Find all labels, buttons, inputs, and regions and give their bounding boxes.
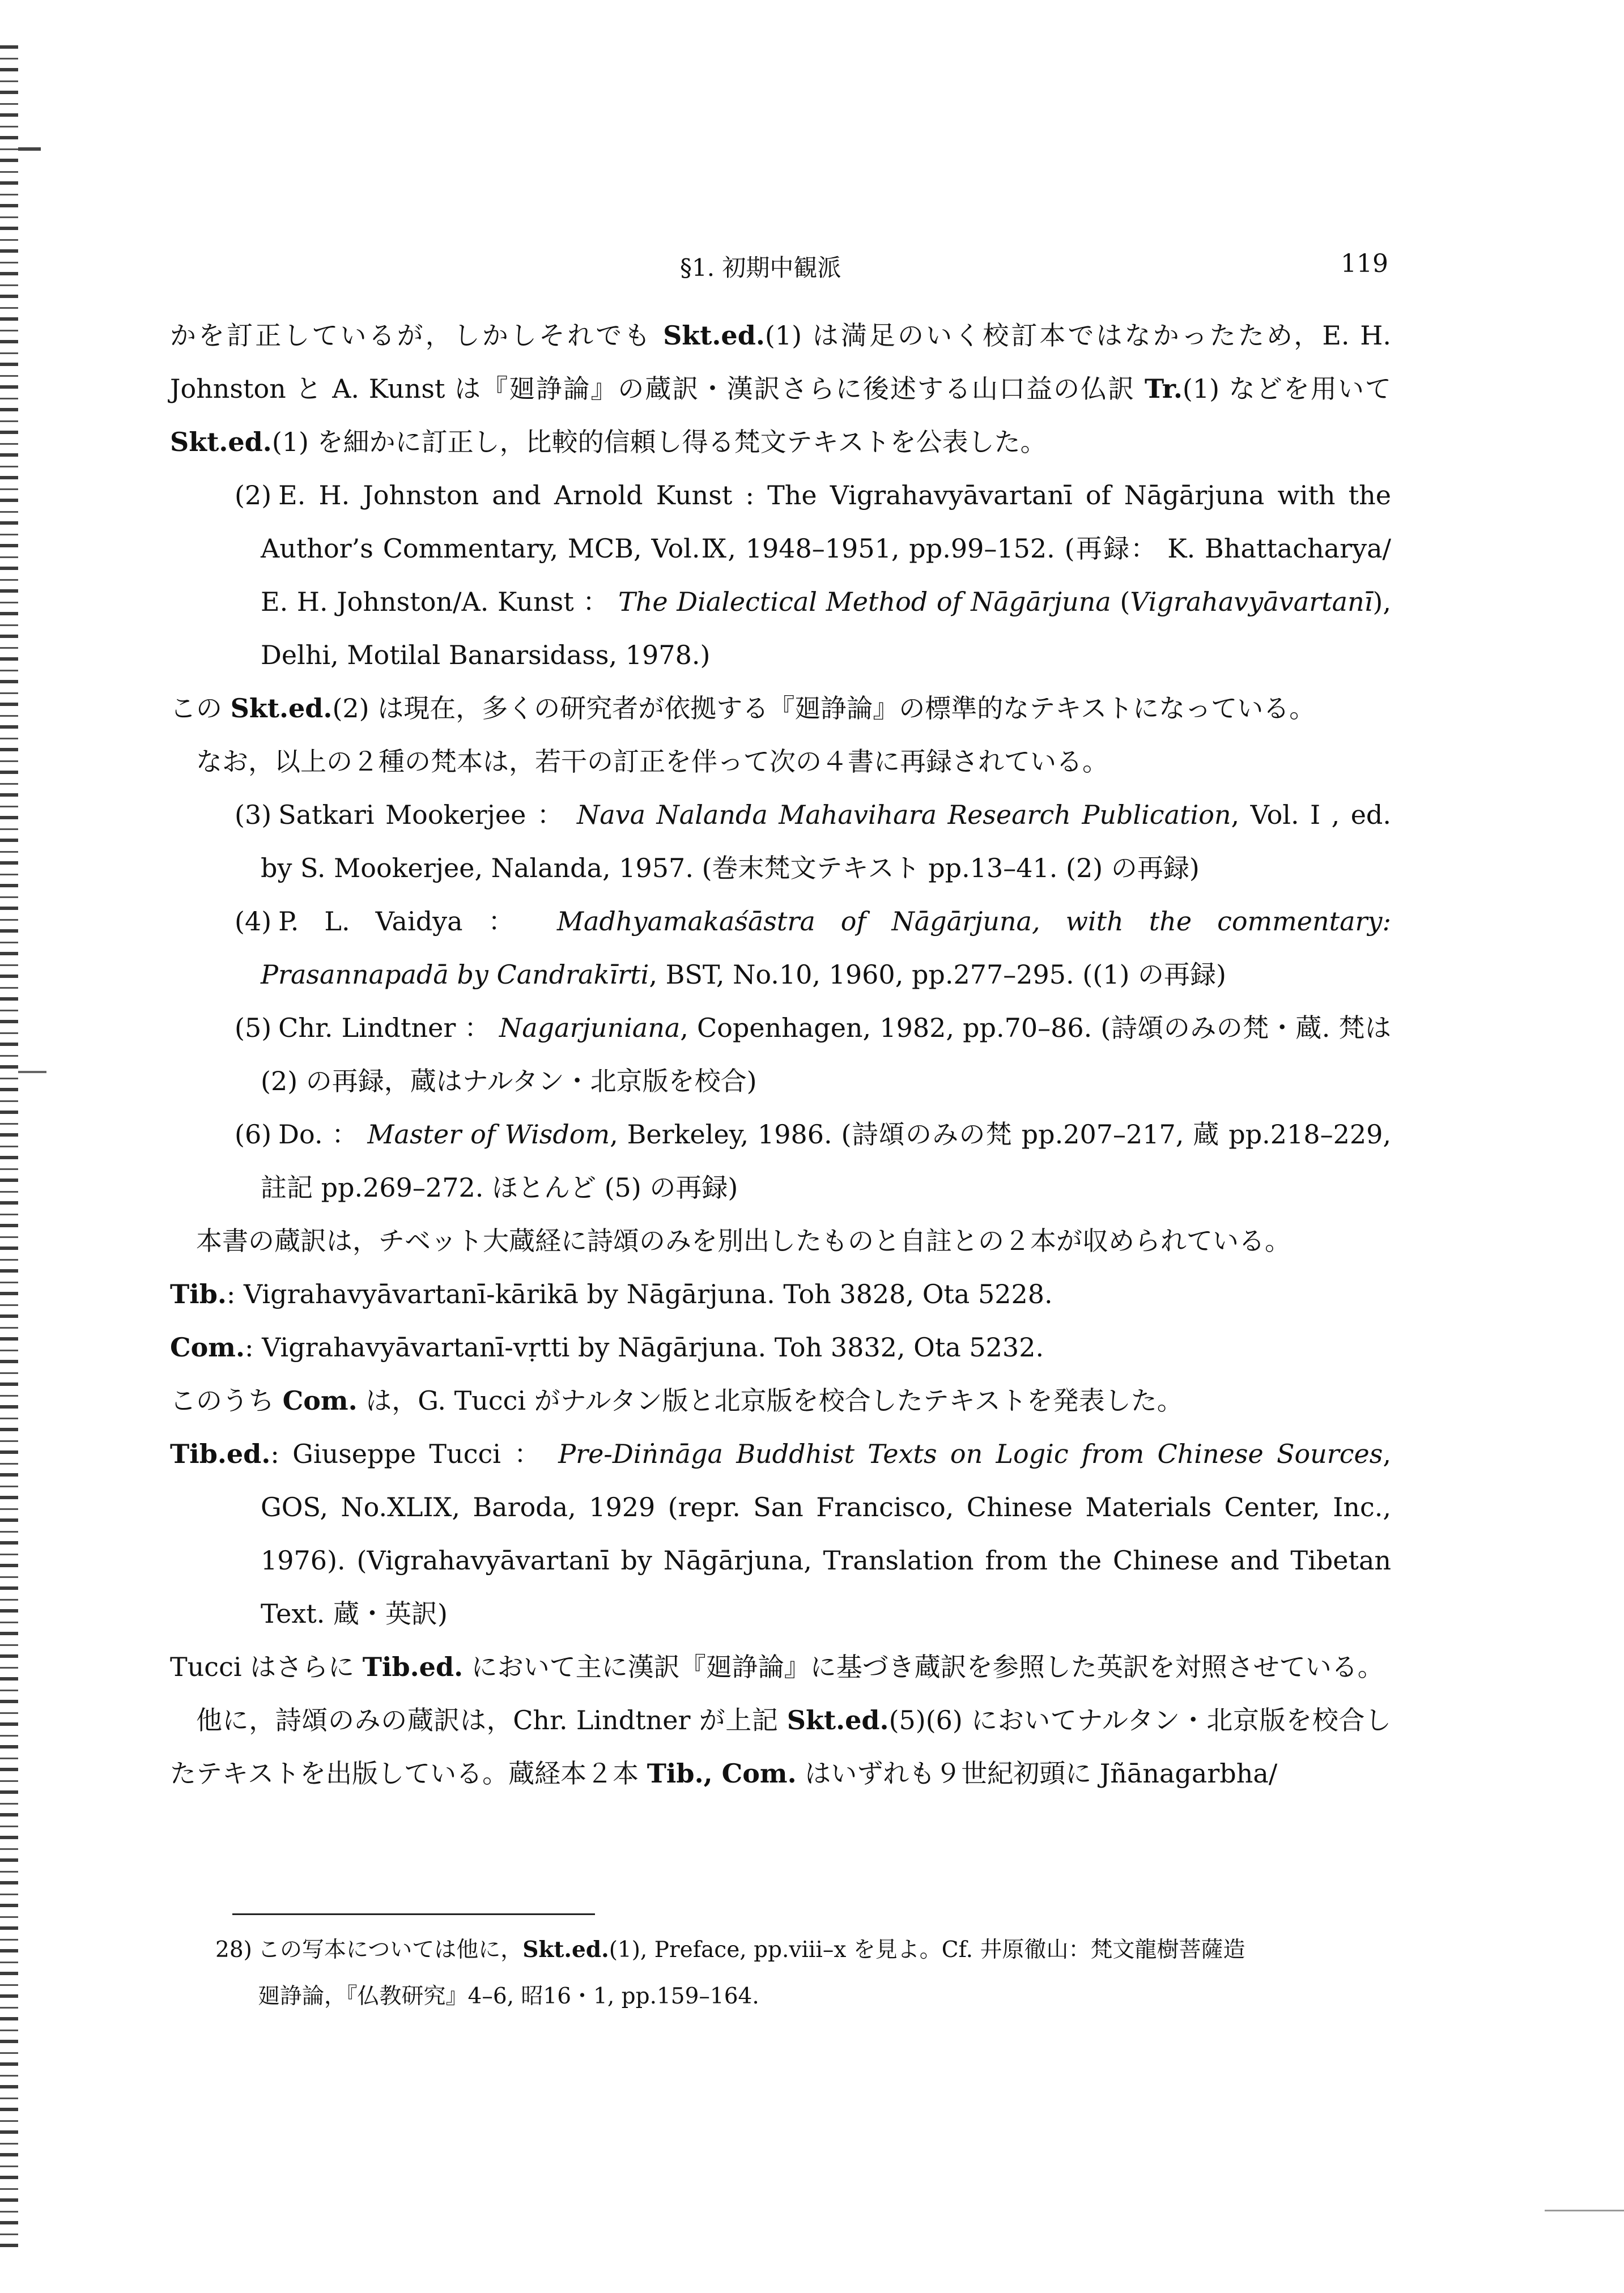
footnote-rule [232,1913,595,1915]
footnote-line: 廻諍論，『仏教研究』4–6, 昭16・1, pp.159–164. [258,1984,759,2009]
tib-entry: Tib.: Vigrahavyāvartanī-kārikā by Nāgārjuna. Toh 3828, Ota 5228. [170,1279,1053,1309]
main-text [170,309,1391,1800]
footnote [215,1926,1394,2020]
paragraph: 他に，詩頌のみの蔵訳は，Chr. Lindtner が上記 Skt.ed.(5)(6) においてナルタン・北京版を校合したテキストを出版している。蔵経本２本 Tib., Com. はいずれも９世紀初頭に Jñānagarbha/ [170,1705,1391,1789]
paragraph: なお，以上の２種の梵本は，若干の訂正を伴って次の４書に再録されている。 [196,746,1108,777]
reference-item: (6) Do. ： Master of Wisdom, Berkeley, 1986. (詩頌のみの梵 pp.207–217, 蔵 pp.218–229, 註記 pp.269–272. ほとんど (5) の再録) [235,1119,1392,1203]
page-number: 119 [1341,249,1388,278]
tibed-entry: Tib.ed.: Giuseppe Tucci ： Pre-Diṅnāga Buddhist Texts on Logic from Chinese Sources, GOS, No.XLIX, Baroda, 1929 (repr. San Francisco, Chinese Materials Center, Inc., 1976). (Vigrahavyāvartanī by Nāgārjuna, Translation from the Chinese and Tibetan Text. 蔵・英訳) [170,1439,1392,1629]
reference-item: (3) Satkari Mookerjee ： Nava Nalanda Mahavihara Research Publication, Vol. I , ed. by S. Mookerjee, Nalanda, 1957. (巻末梵文テキスト pp.13–41. (2) の再録) [235,799,1391,883]
scan-edge-mark [18,147,41,151]
scan-edge-mark [1545,2210,1624,2211]
scan-edge-marks [0,45,18,2255]
section-title: §1. 初期中観派 [680,254,841,282]
running-header [170,249,1388,283]
scan-edge-mark [18,1071,46,1073]
reference-item: (5) Chr. Lindtner ： Nagarjuniana, Copenhagen, 1982, pp.70–86. (詩頌のみの梵・蔵. 梵は (2) の再録，蔵はナルタン・北京版を校合) [235,1013,1391,1096]
footnote-line: 28) この写本については他に，Skt.ed.(1), Preface, pp.viii–x を見よ。Cf. 井原徹山：梵文龍樹菩薩造 [215,1926,1394,1973]
paragraph: このうち Com. は，G. Tucci がナルタン版と北京版を校合したテキストを発表した。 [170,1385,1183,1416]
paragraph: 本書の蔵訳は，チベット大蔵経に詩頌のみを別出したものと自註との２本が収められている。 [196,1226,1291,1256]
footnote-number: 28) [215,1937,252,1963]
com-entry: Com.: Vigrahavyāvartanī-vṛtti by Nāgārjuna. Toh 3832, Ota 5232. [170,1332,1044,1363]
paragraph: かを訂正しているが，しかしそれでも Skt.ed.(1) は満足のいく校訂本ではなかったため，E. H. Johnston と A. Kunst は『廻諍論』の蔵訳・漢訳さらに後述する山口益の仏訳 Tr.(1) などを用いて Skt.ed.(1) を細かに訂正し，比較的信頼し得る梵文テキストを公表した。 [170,320,1392,457]
paragraph: この Skt.ed.(2) は現在，多くの研究者が依拠する『廻諍論』の標準的なテキストになっている。 [170,693,1316,724]
reference-item: (2) E. H. Johnston and Arnold Kunst : The Vigrahavyāvartanī of Nāgārjuna with the Author’s Commentary, MCB, Vol.Ⅸ, 1948–1951, pp.99–152. (再録： K. Bhattacharya/ E. H. Johnston/A. Kunst ： The Dialectical Method of Nāgārjuna (Vigrahavyāvartanī), Delhi, Motilal Banarsidass, 1978.) [235,480,1391,670]
paragraph: Tucci はさらに Tib.ed. において主に漢訳『廻諍論』に基づき蔵訳を参照した英訳を対照させている。 [170,1652,1384,1682]
reference-item: (4) P. L. Vaidya ： Madhyamakaśāstra of Nāgārjuna, with the commentary: Prasannapadā by Candrakīrti, BST, No.10, 1960, pp.277–295. ((1) の再録) [235,906,1392,990]
